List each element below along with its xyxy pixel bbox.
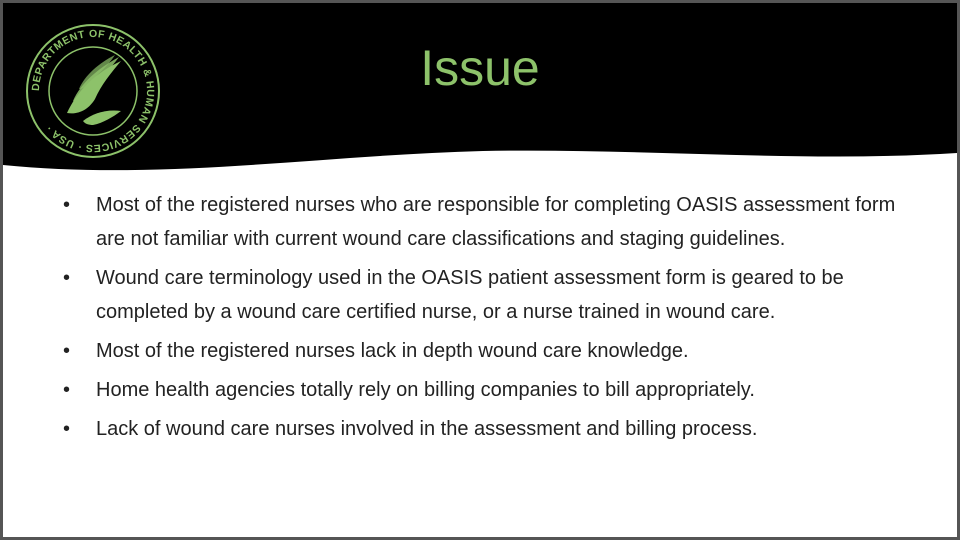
list-item (61, 334, 921, 368)
slide-title: Issue (420, 40, 540, 96)
bullet-icon: • (63, 194, 71, 216)
bullet-icon: • (63, 379, 71, 401)
bullet-icon: • (63, 418, 71, 440)
bullet-icon: • (63, 267, 71, 289)
list-item (61, 412, 921, 446)
bullet-text: Most of the registered nurses who are responsible for completing OASIS assessment form are not familiar with current wound care classifications and staging guidelines. (96, 194, 896, 250)
bullet-text: Most of the registered nurses lack in depth wound care knowledge. (96, 340, 689, 362)
bullet-icon: • (63, 340, 71, 362)
list-item (61, 261, 921, 329)
bullet-text: Lack of wound care nurses involved in the assessment and billing process. (96, 418, 758, 440)
seal-text: DEPARTMENT OF HEALTH & HUMAN SERVICES · USA · (29, 27, 157, 155)
bullet-text: Wound care terminology used in the OASIS patient assessment form is geared to be completed by a wound care certified nurse, or a nurse trained in wound care. (96, 267, 844, 323)
bullet-list (61, 188, 921, 446)
list-item (61, 373, 921, 407)
bullet-text: Home health agencies totally rely on billing companies to bill appropriately. (96, 379, 755, 401)
list-item (61, 188, 921, 256)
